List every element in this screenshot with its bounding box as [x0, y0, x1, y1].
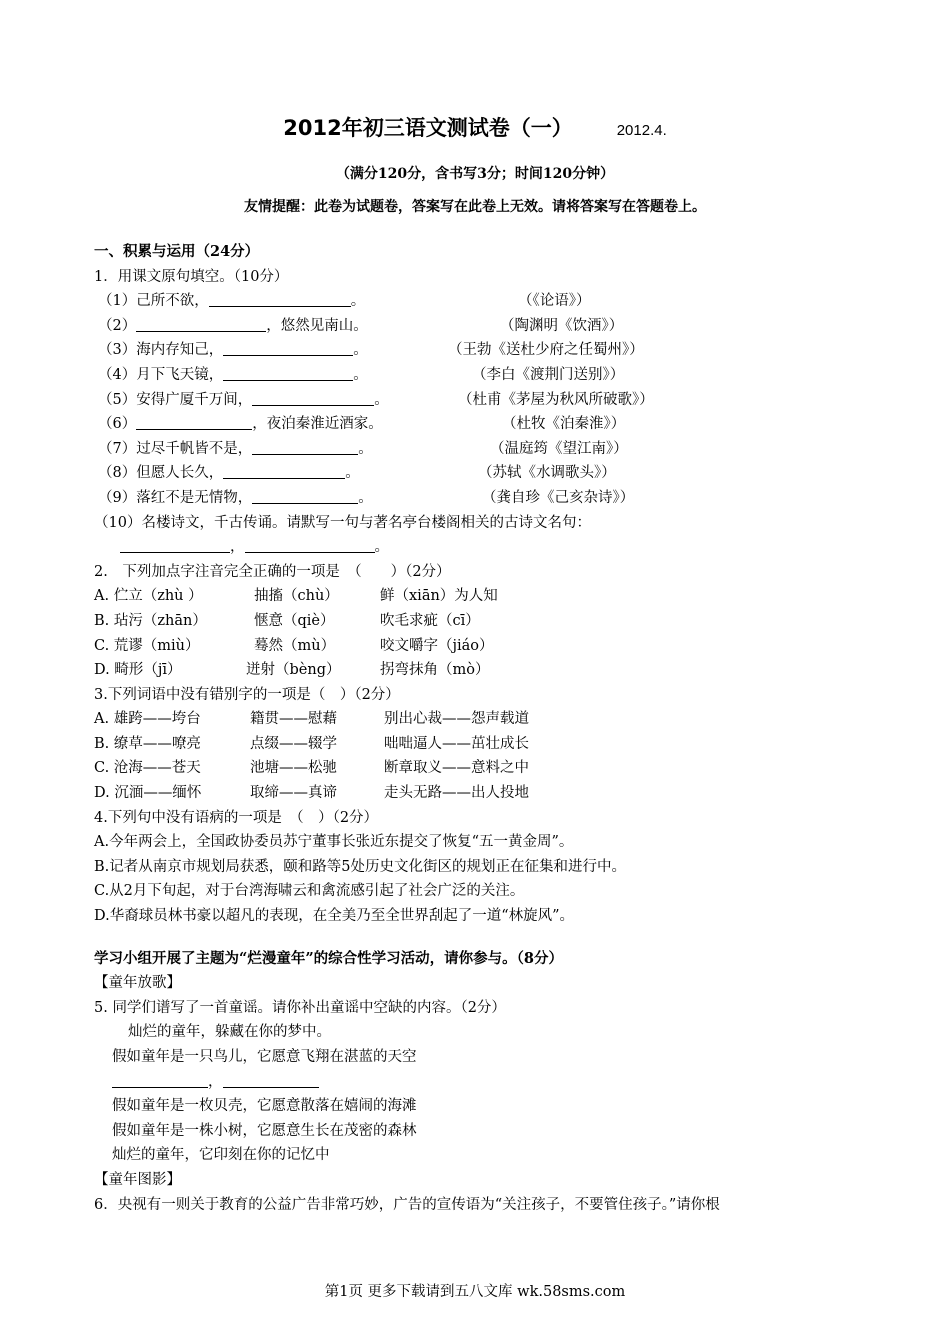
q1-item-4: （4）月下飞天镜， 。 （李白《渡荆门送别》）: [94, 363, 874, 388]
source: （杜牧《泊秦淮》）: [502, 416, 626, 433]
answer-blank[interactable]: [245, 537, 375, 553]
source: （李白《渡荆门送别》）: [472, 366, 625, 383]
q1-item-10-blanks: ， 。: [94, 535, 874, 560]
poem-line-5: 灿烂的童年，它印刻在你的记忆中: [112, 1147, 330, 1164]
poem-blank-line: ，: [94, 1070, 874, 1095]
q1-item-2: （2） ，悠然见南山。 （陶渊明《饮酒》）: [94, 314, 874, 339]
score-info: （满分120分，含书写3分；时间120分钟）: [335, 166, 615, 182]
question-6-stem: 6．央视有一则关于教育的公益广告非常巧妙，广告的宣传语为“关注孩子，不要管住孩子。”请你根: [94, 1196, 720, 1213]
q1-item-7: （7）过尽千帆皆不是， 。 （温庭筠《望江南》）: [94, 437, 874, 462]
answer-blank[interactable]: [112, 1072, 208, 1088]
source: （杜甫《茅屋为秋风所破歌》）: [458, 391, 654, 408]
source: （王勃《送杜少府之任蜀州》）: [448, 342, 644, 359]
question-1-stem: 1．用课文原句填空。（10分）: [94, 268, 289, 285]
q3-option-a[interactable]: A. 雄跨——垮台 籍贯——慰藉 别出心裁——怨声载道: [94, 711, 529, 728]
question-2-stem: 2. 下列加点字注音完全正确的一项是 （ ）（2分）: [94, 563, 451, 580]
section-heading: 一、积累与运用（24分）: [94, 243, 260, 260]
q4-option-c[interactable]: C.从2月下旬起，对于台湾海啸云和禽流感引起了社会广泛的关注。: [94, 883, 525, 900]
question-3-stem: 3.下列词语中没有错别字的一项是（ ）（2分）: [94, 686, 400, 703]
answer-blank[interactable]: [252, 390, 374, 406]
activity-heading: 学习小组开展了主题为“烂漫童年”的综合性学习活动，请你参与。（8分）: [94, 949, 564, 967]
question-4-stem: 4.下列句中没有语病的一项是 （ ）（2分）: [94, 809, 379, 826]
part-heading-2: 【童年图影】: [94, 1171, 181, 1188]
q2-option-c[interactable]: C. 荒谬（miù） 蓦然（mù） 咬文嚼字（jiáo）: [94, 637, 494, 654]
part-heading-1: 【童年放歌】: [94, 975, 181, 992]
page-footer: 第1页 更多下载请到五八文库 wk.58sms.com: [324, 1284, 626, 1300]
q4-option-d[interactable]: D.华裔球员林书豪以超凡的表现，在全美乃至全世界刮起了一道“林旋风”。: [94, 908, 575, 925]
exam-date: 2012.4.: [616, 122, 667, 139]
q4-option-a[interactable]: A.今年两会上，全国政协委员苏宁董事长张近东提交了恢复“五一黄金周”。: [94, 834, 574, 851]
answer-blank[interactable]: [223, 1072, 319, 1088]
poem-line-4: 假如童年是一株小树，它愿意生长在茂密的森林: [112, 1122, 417, 1139]
q3-option-c[interactable]: C. 沧海——苍天 池塘——松驰 断章取义——意料之中: [94, 760, 529, 777]
page-title: 2012年初三语文测试卷（一）: [283, 116, 573, 140]
spacer: [94, 929, 874, 947]
answer-blank[interactable]: [209, 291, 351, 307]
source: （陶渊明《饮酒》）: [500, 317, 624, 334]
poem-line-2: 假如童年是一只鸟儿，它愿意飞翔在湛蓝的天空: [112, 1049, 417, 1065]
q1-item-5: （5）安得广厦千万间， 。 （杜甫《茅屋为秋风所破歌》）: [94, 388, 874, 413]
q2-option-d[interactable]: D. 畸形（jī） 迸射（bèng） 拐弯抹角（mò）: [94, 662, 490, 679]
source: （龚自珍《己亥杂诗》）: [482, 489, 635, 506]
exam-content: [94, 240, 874, 1217]
q1-item-6: （6） ，夜泊秦淮近酒家。 （杜牧《泊秦淮》）: [94, 412, 874, 437]
q1-item-1: （1）己所不欲， 。 （《论语》）: [94, 289, 874, 314]
source: （《论语》）: [518, 293, 591, 310]
poem-line-1: 灿烂的童年，躲藏在你的梦中。: [128, 1024, 331, 1041]
q2-option-a[interactable]: A. 伫立（zhù ） 抽搐（chù） 鲜（xiān）为人知: [94, 588, 498, 605]
q3-option-b[interactable]: B. 缭草——嘹亮 点缀——辍学 咄咄逼人——茁壮成长: [94, 735, 529, 752]
answer-blank[interactable]: [252, 439, 358, 455]
q4-option-b[interactable]: B.记者从南京市规划局获悉，颐和路等5处历史文化街区的规划正在征集和进行中。: [94, 858, 626, 875]
q1-item-3: （3）海内存知己， 。 （王勃《送杜少府之任蜀州》）: [94, 338, 874, 363]
answer-blank[interactable]: [136, 316, 266, 332]
question-5-stem: 5. 同学们谱写了一首童谣。请你补出童谣中空缺的内容。（2分）: [94, 999, 506, 1016]
q1-item-9: （9）落红不是无情物， 。 （龚自珍《己亥杂诗》）: [94, 486, 874, 511]
answer-blank[interactable]: [120, 537, 230, 553]
answer-blank[interactable]: [136, 414, 252, 430]
q3-option-d[interactable]: D. 沉湎——缅怀 取缔——真谛 走头无路——出人投地: [94, 785, 529, 802]
source: （温庭筠《望江南》）: [490, 440, 628, 457]
q2-option-b[interactable]: B. 玷污（zhān） 惬意（qiè） 吹毛求疵（cī）: [94, 612, 480, 629]
friendly-reminder: 友情提醒：此卷为试题卷，答案写在此卷上无效。请将答案写在答题卷上。: [244, 199, 706, 215]
poem-line-3: 假如童年是一枚贝壳，它愿意散落在嬉闹的海滩: [112, 1098, 417, 1115]
title-row: [0, 112, 950, 142]
answer-blank[interactable]: [223, 365, 353, 381]
source: （苏轼《水调歌头》）: [478, 465, 616, 482]
q1-item-10: （10）名楼诗文，千古传诵。请默写一句与著名亭台楼阁相关的古诗文名句：: [94, 514, 591, 531]
answer-blank[interactable]: [252, 488, 358, 504]
answer-blank[interactable]: [223, 340, 353, 356]
q1-item-8: （8）但愿人长久， 。 （苏轼《水调歌头》）: [94, 461, 874, 486]
answer-blank[interactable]: [223, 463, 345, 479]
